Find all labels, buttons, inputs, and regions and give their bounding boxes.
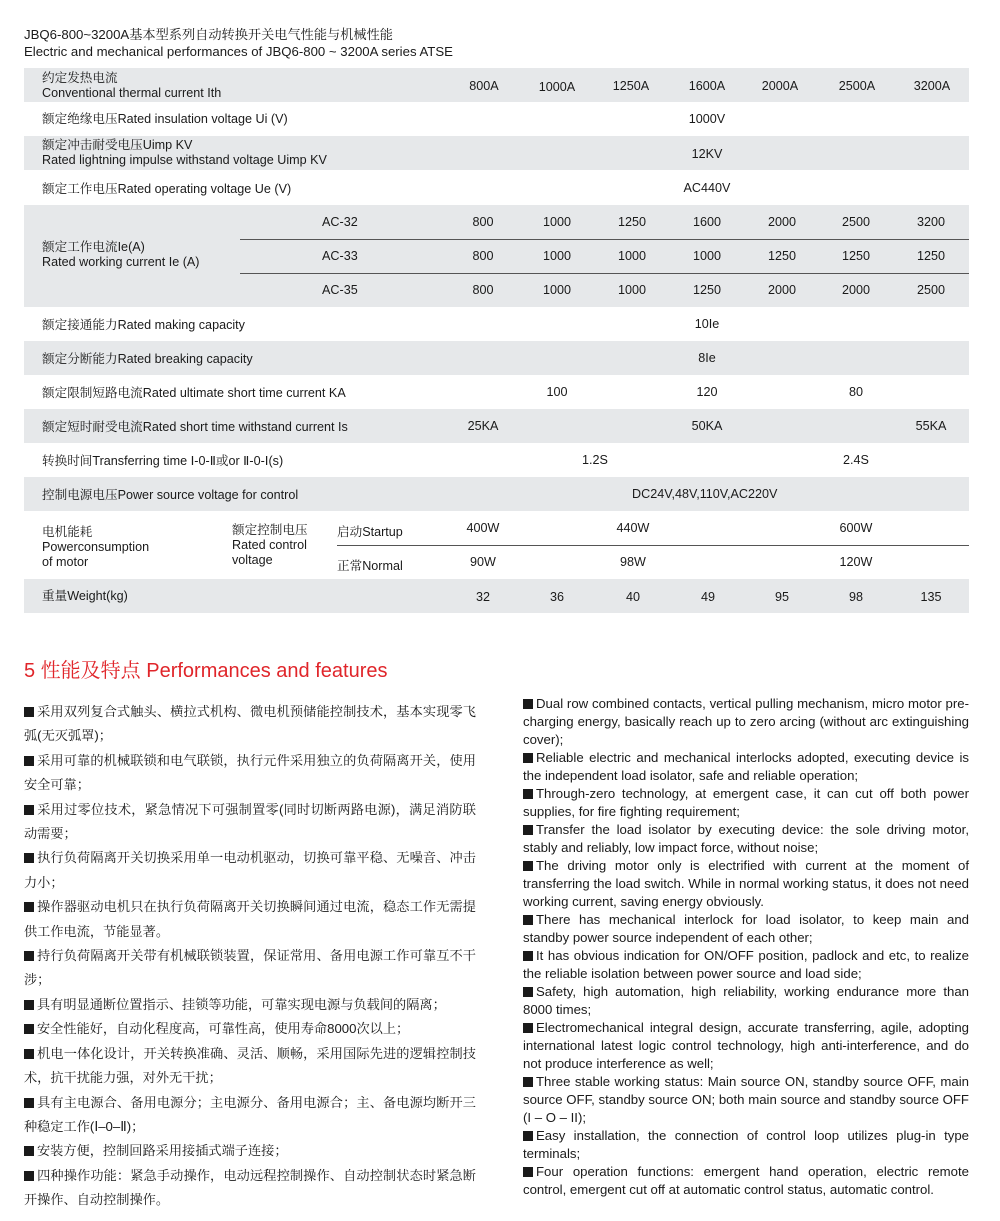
row-insulation-voltage (24, 102, 969, 136)
row-value: 1000V (688, 112, 726, 126)
feature-item-cn (24, 846, 476, 895)
row-label-cn: 额定工作电流Ie(A) (42, 240, 145, 254)
bullet-square-icon (523, 1167, 533, 1177)
row-weight (24, 579, 969, 613)
bullet-square-icon (523, 825, 533, 835)
feature-text: 四种操作功能：紧急手动操作，电动远程控制操作、自动控制状态时紧急断开操作、自动控制操作。 (24, 1167, 476, 1208)
feature-item-en (523, 821, 969, 857)
row-label-en: of motor (42, 555, 89, 569)
feature-item-en (523, 911, 969, 947)
feature-item-en (523, 1127, 969, 1163)
row-label: 转换时间Transferring time Ⅰ-0-Ⅱ或or Ⅱ-0-Ⅰ(s) (42, 454, 284, 468)
cell: 800 (472, 249, 494, 263)
feature-item-cn (24, 1091, 476, 1140)
cell: 1000 (617, 249, 647, 263)
title-en: Electric and mechanical performances of JBQ6-800 ~ 3200A series ATSE (24, 44, 453, 59)
feature-text: 机电一体化设计，开关转换准确、灵活、顺畅，采用国际先进的逻辑控制技术，抗干扰能力强，对外无干扰； (24, 1045, 476, 1086)
feature-text: 采用过零位技术，紧急情况下可强制置零(同时切断两路电源)，满足消防联动需要； (24, 801, 476, 842)
row-value: AC440V (683, 181, 731, 195)
row-working-current (24, 205, 969, 307)
row-withstand-current (24, 409, 969, 443)
cell: 98 (848, 590, 863, 604)
bullet-square-icon (24, 902, 34, 912)
cell: 1250 (916, 249, 946, 263)
normal-label: 正常Normal (337, 559, 403, 573)
feature-item-en (523, 749, 969, 785)
category-label: AC-32 (322, 215, 358, 229)
row-label: 额定限制短路电流Rated ultimate short time current KA (42, 386, 346, 400)
title-cn: JBQ6-800~3200A基本型系列自动转换开关电气性能与机械性能 (24, 27, 393, 42)
startup-label: 启动Startup (337, 525, 403, 539)
row-value: 100 (546, 385, 568, 399)
feature-text: 安全性能好，自动化程度高，可靠性高，使用寿命8000次以上； (37, 1021, 410, 1037)
features-list-en (523, 695, 969, 1199)
row-label: 额定分断能力Rated breaking capacity (42, 352, 253, 366)
cell: 2000 (841, 283, 871, 297)
feature-text: Dual row combined contacts, vertical pulling mechanism, micro motor pre-charging energy, basically reach up to zero arcing (without arc extinguishing cover); (523, 696, 969, 747)
cell: 49 (700, 590, 715, 604)
feature-item-cn (24, 798, 476, 847)
normal-value: 120W (839, 555, 873, 569)
cell: 1000 (692, 249, 722, 263)
feature-text: 操作器驱动电机只在执行负荷隔离开关切换瞬间通过电流，稳态工作无需提供工作电流，节能显著。 (24, 899, 476, 939)
row-value: 80 (848, 385, 863, 399)
header-col: 2500A (838, 79, 876, 93)
row-label (42, 525, 149, 570)
row-value: 2.4S (843, 453, 869, 467)
cell: 2000 (767, 215, 797, 229)
row-value: 8Ie (698, 351, 716, 365)
feature-item-cn (24, 700, 476, 749)
cell: 800 (472, 283, 494, 297)
cell: 1000 (617, 283, 647, 297)
feature-text: 采用双列复合式触头、横拉式机构、微电机预储能控制技术，基本实现零飞弧(无灭弧罩)； (24, 704, 476, 744)
row-control-voltage (24, 477, 969, 511)
row-label-en: Rated lightning impulse withstand voltage Uimp KV (42, 153, 327, 167)
feature-item-en (523, 1163, 969, 1199)
feature-item-en (523, 1019, 969, 1073)
feature-item-cn (24, 993, 476, 1017)
row-label: 控制电源电压Power source voltage for control (42, 488, 299, 502)
row-label-en: Rated working current Ie (A) (42, 255, 200, 269)
document-title (24, 26, 453, 60)
feature-item-en (523, 1073, 969, 1127)
bullet-square-icon (523, 1131, 533, 1141)
bullet-square-icon (523, 1077, 533, 1087)
feature-text: 具有明显通断位置指示、挂锁等功能，可靠实现电源与负载间的隔离； (37, 996, 446, 1012)
feature-item-cn (24, 944, 476, 993)
cell: 1250 (617, 215, 647, 229)
cell: 3200 (916, 215, 946, 229)
feature-text: Electromechanical integral design, accurate transferring, agile, adopting international latest logic control technology, high anti-interference, and do not produce interference as well; (523, 1020, 969, 1071)
row-label (42, 138, 327, 168)
row-label-cn: 电机能耗 (42, 525, 93, 539)
feature-item-cn (24, 1139, 476, 1163)
bullet-square-icon (523, 951, 533, 961)
bullet-square-icon (24, 805, 34, 815)
category-label: AC-35 (322, 283, 358, 297)
feature-text: 执行负荷隔离开关切换采用单一电动机驱动，切换可靠平稳、无噪音、冲击力小； (24, 850, 476, 890)
feature-item-en (523, 857, 969, 911)
row-label (42, 240, 199, 270)
row-label-en: Powerconsumption (42, 540, 150, 554)
feature-text: 具有主电源合、备用电源分；主电源分、备用电源合；主、备电源均断开三种稳定工作(Ⅰ–0–Ⅱ)； (24, 1094, 476, 1134)
sub-label (232, 523, 308, 568)
feature-item-cn (24, 1042, 476, 1091)
bullet-square-icon (24, 756, 34, 766)
row-value: DC24V,48V,110V,AC220V (632, 487, 778, 501)
row-value: 12KV (691, 147, 723, 161)
cell: 36 (549, 590, 564, 604)
feature-text: The driving motor only is electrified with current at the moment of transferring the load switch. While in normal working status, it does not need working current, saving energy obviously. (523, 858, 969, 909)
bullet-square-icon (523, 753, 533, 763)
bullet-square-icon (523, 1023, 533, 1033)
row-transfer-time (24, 443, 969, 477)
feature-text: Three stable working status: Main source ON, standby source OFF, main source OFF, standby source ON; both main source and standby source OFF (I – O – II); (523, 1074, 969, 1125)
row-ultimate-current (24, 375, 969, 409)
bullet-square-icon (24, 1049, 34, 1059)
cell: 2500 (841, 215, 871, 229)
bullet-square-icon (24, 707, 34, 717)
cell: 1250 (841, 249, 871, 263)
cell: 1000 (542, 215, 572, 229)
feature-text: It has obvious indication for ON/OFF position, padlock and etc, to realize the reliable isolation between power source and load side; (523, 948, 969, 981)
row-value: 1.2S (582, 453, 608, 467)
header-col: 800A (469, 79, 499, 93)
feature-text: 采用可靠的机械联锁和电气联锁，执行元件采用独立的负荷隔离开关，使用安全可靠； (24, 752, 476, 793)
feature-text: 持行负荷隔离开关带有机械联锁装置，保证常用、备用电源工作可靠互不干涉； (24, 948, 476, 988)
bullet-square-icon (24, 1098, 34, 1108)
bullet-square-icon (24, 853, 34, 863)
row-value: 120 (696, 385, 718, 399)
row-value: 50KA (691, 419, 723, 433)
normal-value: 98W (620, 555, 646, 569)
feature-item-cn (24, 1017, 476, 1041)
bullet-square-icon (523, 861, 533, 871)
feature-text: Safety, high automation, high reliability, working endurance more than 8000 times; (523, 984, 969, 1017)
feature-item-en (523, 785, 969, 821)
bullet-square-icon (24, 1171, 34, 1181)
row-label: 额定工作电压Rated operating voltage Ue (V) (42, 182, 292, 196)
divider (240, 273, 969, 274)
cell: 1600 (692, 215, 722, 229)
bullet-square-icon (24, 1024, 34, 1034)
bullet-square-icon (24, 1000, 34, 1010)
feature-text: 安装方便，控制回路采用接插式端子连接； (37, 1143, 288, 1159)
header-label-en: Conventional thermal current Ith (42, 86, 222, 100)
cell: 800 (472, 215, 494, 229)
row-motor-power (24, 511, 969, 579)
row-label: 额定接通能力Rated making capacity (42, 318, 245, 332)
bullet-square-icon (523, 699, 533, 709)
divider (240, 239, 969, 240)
startup-value: 400W (466, 521, 500, 535)
feature-text: Through-zero technology, at emergent case, it can cut off both power supplies, for fire fighting requirement; (523, 786, 969, 819)
feature-item-en (523, 695, 969, 749)
row-impulse-voltage (24, 136, 969, 170)
row-value: 55KA (915, 419, 947, 433)
feature-text: Transfer the load isolator by executing device: the sole driving motor, stably and reliably, low impact force, without noise; (523, 822, 969, 855)
row-value: 25KA (467, 419, 499, 433)
feature-item-cn (24, 1164, 476, 1213)
section-heading: 5 性能及特点 Performances and features (24, 660, 388, 682)
header-col: 1250A (612, 79, 650, 93)
feature-item-en (523, 983, 969, 1019)
row-label: 额定绝缘电压Rated insulation voltage Ui (V) (42, 112, 288, 126)
bullet-square-icon (24, 1146, 34, 1156)
row-label: 额定短时耐受电流Rated short time withstand current Is (42, 420, 348, 434)
row-value: 10Ie (694, 317, 720, 331)
cell: 2000 (767, 283, 797, 297)
row-label-cn: 额定冲击耐受电压Uimp KV (42, 138, 193, 152)
feature-item-cn (24, 749, 476, 798)
row-label: 重量Weight(kg) (42, 589, 128, 603)
cell: 2500 (916, 283, 946, 297)
bullet-square-icon (24, 951, 34, 961)
cell: 135 (920, 590, 942, 604)
cell: 1000 (542, 249, 572, 263)
header-label (42, 71, 221, 101)
table-header-row (24, 68, 969, 102)
cell: 95 (774, 590, 789, 604)
feature-text: There has mechanical interlock for load isolator, to keep main and standby power source independent of each other; (523, 912, 969, 945)
startup-value: 440W (616, 521, 650, 535)
header-col: 3200A (913, 79, 951, 93)
header-col: 1600A (688, 79, 726, 93)
spec-table (24, 68, 969, 613)
bullet-square-icon (523, 987, 533, 997)
header-col: 2000A (761, 79, 799, 93)
bullet-square-icon (523, 915, 533, 925)
sub-label-en: voltage (232, 553, 273, 567)
divider (337, 545, 969, 546)
sub-label-en: Rated control (232, 538, 307, 552)
features-list-cn (24, 700, 476, 1213)
feature-item-cn (24, 895, 476, 944)
feature-item-en (523, 947, 969, 983)
header-label-cn: 约定发热电流 (42, 71, 118, 85)
cell: 1000 (542, 283, 572, 297)
feature-text: Easy installation, the connection of control loop utilizes plug-in type terminals; (523, 1128, 969, 1161)
cell: 1250 (767, 249, 797, 263)
row-making-capacity (24, 307, 969, 341)
normal-value: 90W (470, 555, 496, 569)
header-col: 1000A (538, 80, 576, 94)
sub-label-cn: 额定控制电压 (232, 523, 308, 537)
feature-text: Four operation functions: emergent hand operation, electric remote control, emergent cut off at automatic control status, automatic control. (523, 1164, 969, 1197)
cell: 32 (475, 590, 490, 604)
category-label: AC-33 (322, 249, 358, 263)
row-operating-voltage (24, 170, 969, 205)
cell: 1250 (692, 283, 722, 297)
feature-text: Reliable electric and mechanical interlocks adopted, executing device is the independent load isolator, safe and reliable operation; (523, 750, 969, 783)
row-breaking-capacity (24, 341, 969, 375)
bullet-square-icon (523, 789, 533, 799)
startup-value: 600W (839, 521, 873, 535)
cell: 40 (625, 590, 640, 604)
